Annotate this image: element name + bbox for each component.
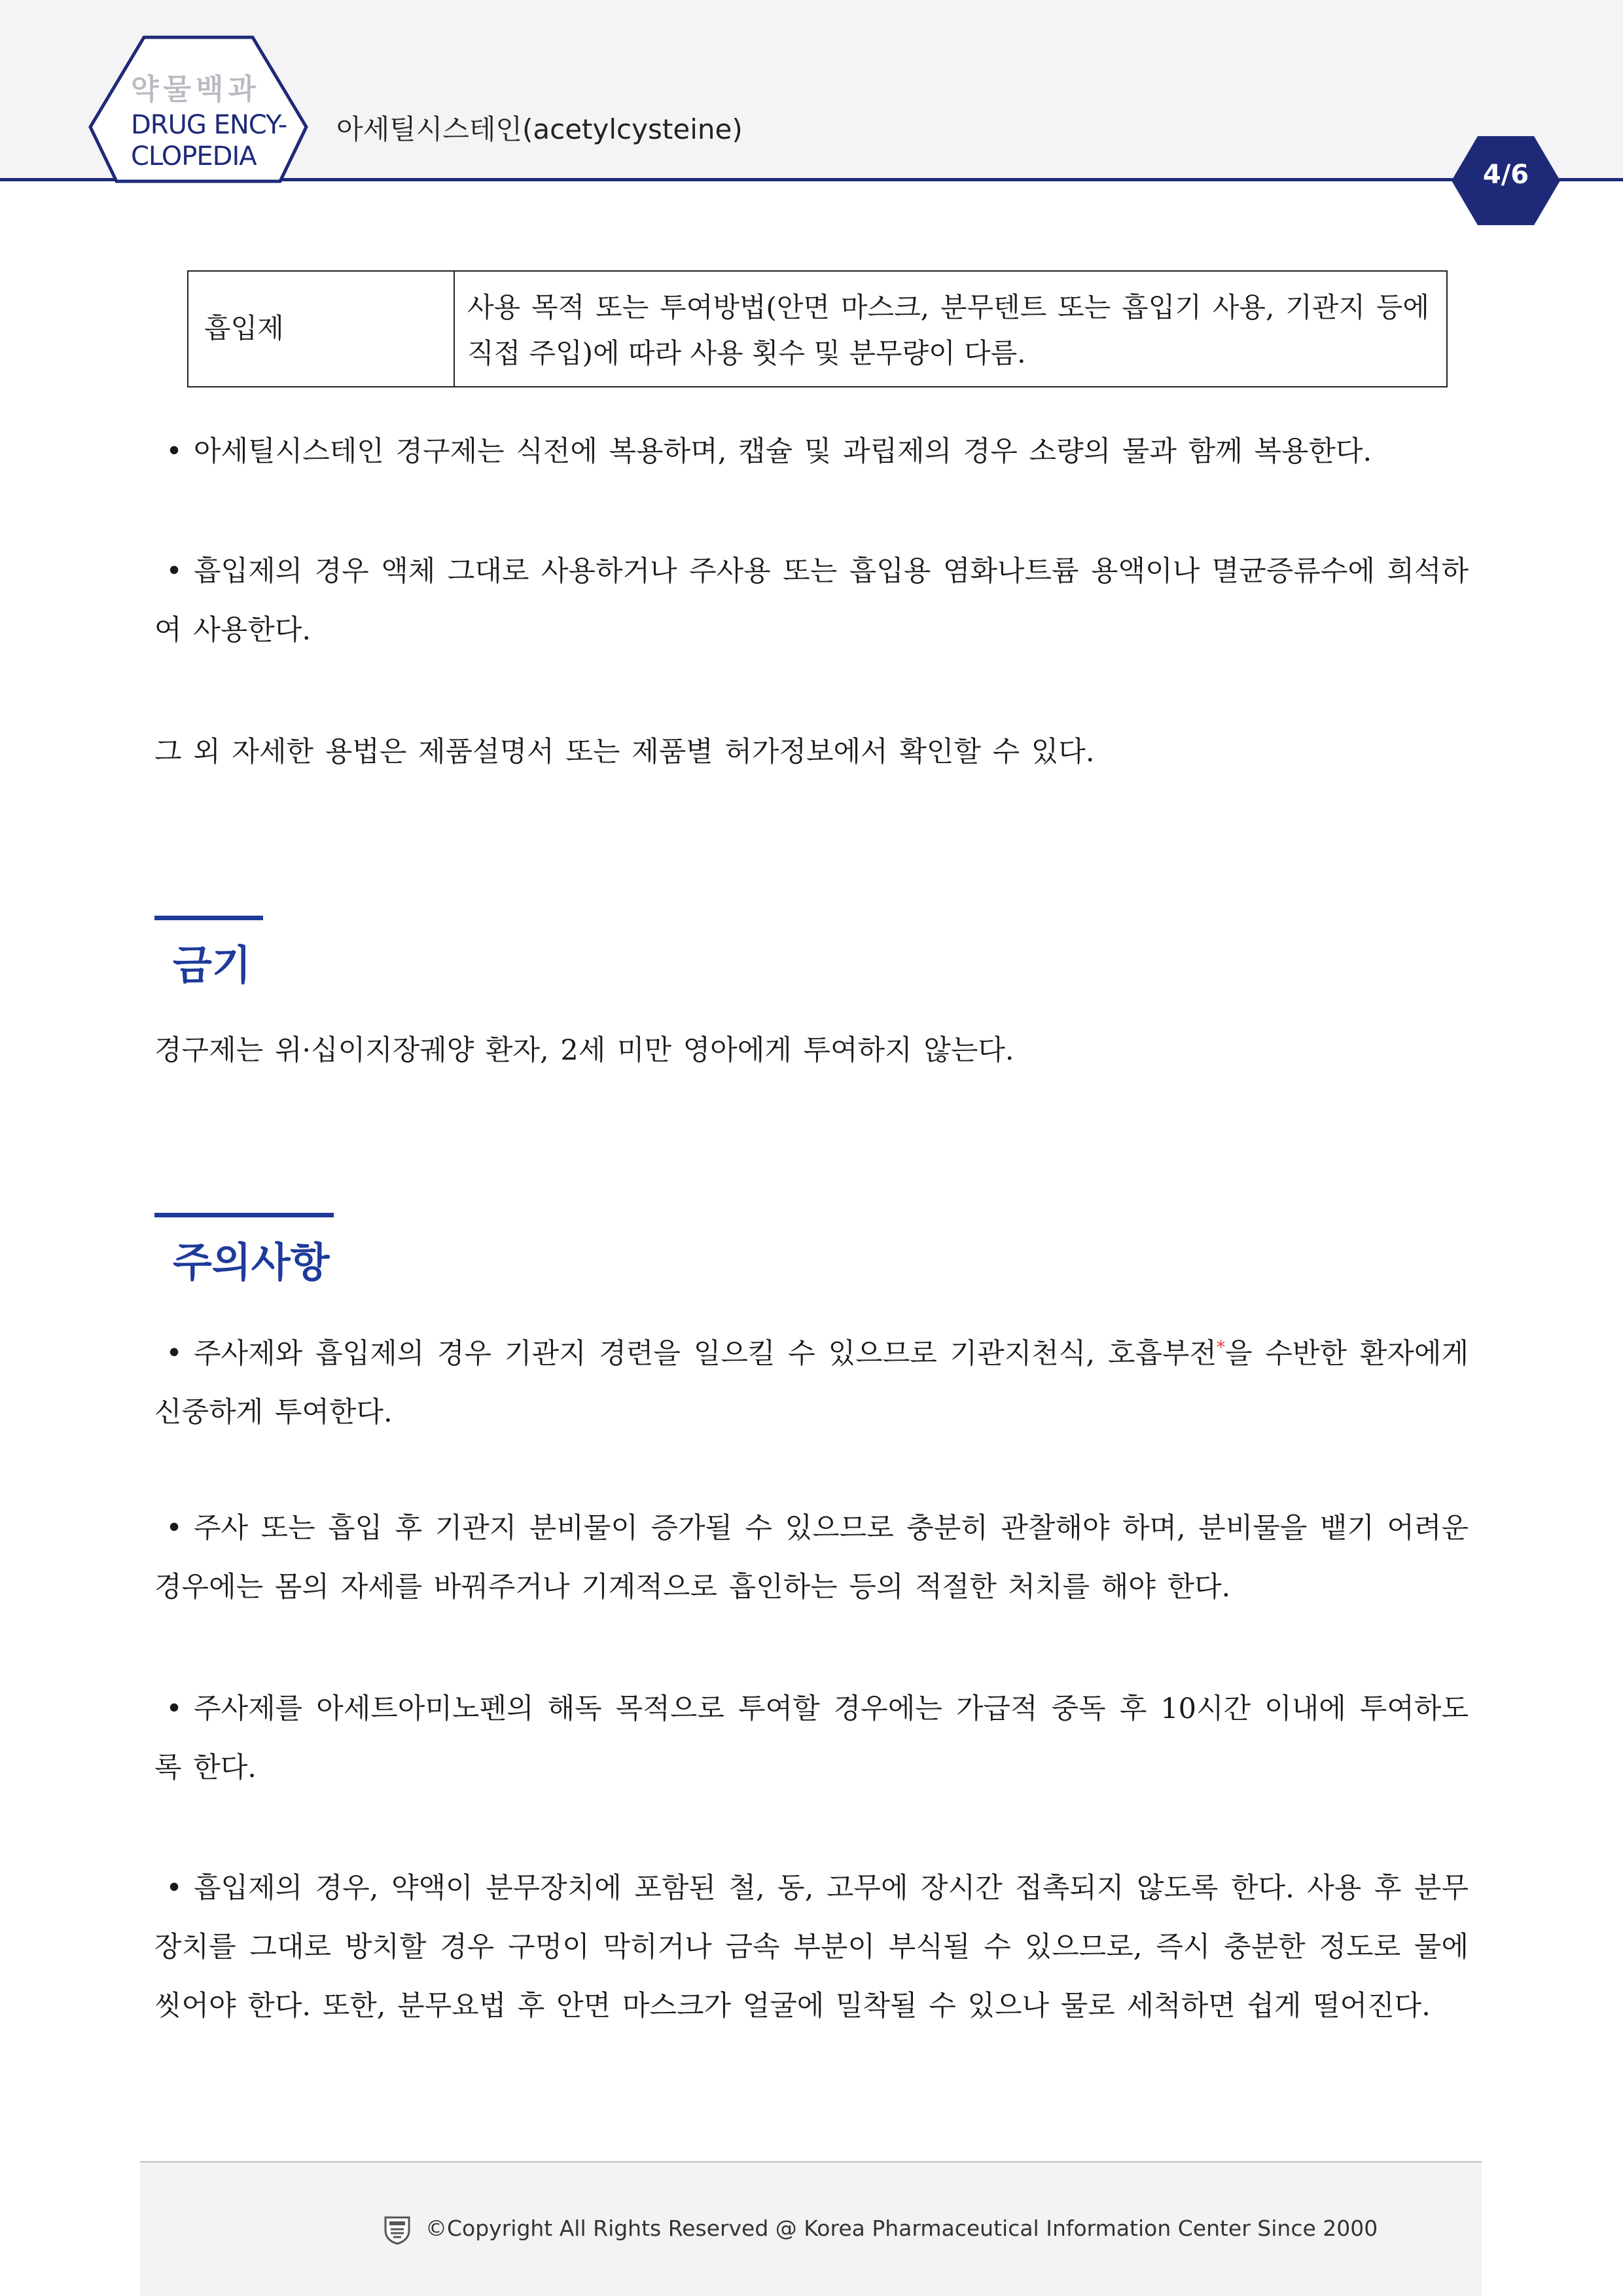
bullet-icon: • (166, 1512, 183, 1545)
precaution-bullet-2-text: 주사 또는 흡입 후 기관지 분비물이 증가될 수 있으므로 충분히 관찰해야 하며, 분비물을 뱉기 어려운 경우에는 몸의 자세를 바꿔주거나 기계적으로 흡인하는 등의 적절한 처치를 해야 한다. (154, 1512, 1469, 1604)
precaution-bullet-1-text: 주사제와 흡입제의 경우 기관지 경련을 일으킬 수 있으므로 기관지천식, 호흡부전 (194, 1337, 1217, 1371)
section-accent-bar (154, 916, 263, 920)
usage-bullet-2-text: 흡입제의 경우 액체 그대로 사용하거나 주사용 또는 흡입용 염화나트륨 용액이나 멸균증류수에 희석하여 사용한다. (154, 555, 1469, 647)
table-description-line1: 사용 목적 또는 투여방법(안면 마스크, 분무텐트 또는 흡입기 사용, 기관지 등에 (467, 291, 1429, 323)
page-indicator: 4/6 (1482, 160, 1529, 190)
logo-english-line2: CLOPEDIA (131, 141, 257, 171)
bullet-icon: • (166, 435, 183, 468)
precaution-bullet-4-text: 흡입제의 경우, 약액이 분무장치에 포함된 철, 동, 고무에 장시간 접촉되지 않도록 한다. 사용 후 분무장치를 그대로 방치할 경우 구멍이 막히거나 금속 부분이 부식될 수 있으므로, 즉시 충분한 정도로 물에 씻어야 한다. 또한, 분무요법 후 안면 마스크가 얼굴에 밀착될 수 있으나 물로 세척하면 쉽게 떨어진다. (154, 1872, 1469, 2022)
precaution-bullet-4 (154, 1859, 1469, 2036)
usage-bullet-1-text: 아세틸시스테인 경구제는 식전에 복용하며, 캡슐 및 과립제의 경우 소량의 물과 함께 복용한다. (194, 435, 1372, 468)
section-heading-contraindications: 금기 (173, 941, 251, 989)
footer-copyright: ©Copyright All Rights Reserved @ Korea Pharmaceutical Information Center Since 2000 (425, 2215, 1378, 2241)
bullet-icon: • (166, 555, 183, 588)
logo-english-line1: DRUG ENCY- (131, 110, 287, 140)
bullet-icon: • (166, 1693, 183, 1725)
table-cell-dosage-form: 흡입제 (204, 312, 284, 344)
precaution-bullet-1 (154, 1318, 1469, 1442)
bullet-icon: • (166, 1337, 183, 1371)
logo-korean-text: 약물백과 (131, 73, 261, 106)
precaution-bullet-3-text: 주사제를 아세트아미노펜의 해독 목적으로 투여할 경우에는 가급적 중독 후 10시간 이내에 투여하도록 한다. (154, 1693, 1469, 1784)
footer-rule (140, 2161, 1482, 2162)
usage-bullet-2 (154, 542, 1469, 660)
section-heading-precautions: 주의사항 (173, 1238, 330, 1286)
precaution-bullet-3 (154, 1679, 1469, 1797)
table-description-line2: 직접 주입)에 따라 사용 횟수 및 분무량이 다름. (467, 337, 1026, 369)
document-title: 아세틸시스테인(acetylcysteine) (336, 113, 743, 145)
kpic-emblem-icon (383, 2215, 412, 2245)
table-cell-description (187, 270, 1448, 387)
usage-bullet-1 (154, 422, 1469, 481)
footnote-asterisk: * (1217, 1338, 1225, 1357)
usage-note: 그 외 자세한 용법은 제품설명서 또는 제품별 허가정보에서 확인할 수 있다. (154, 736, 1095, 768)
precaution-bullet-2 (154, 1499, 1469, 1617)
bullet-icon: • (166, 1872, 183, 1905)
contraindications-text: 경구제는 위·십이지장궤양 환자, 2세 미만 영아에게 투여하지 않는다. (154, 1034, 1014, 1067)
section-accent-bar (154, 1213, 334, 1217)
precaution-bullet-1-text-end: 을 수반한 환자에게 신중하게 투여한다. (154, 1337, 1469, 1429)
